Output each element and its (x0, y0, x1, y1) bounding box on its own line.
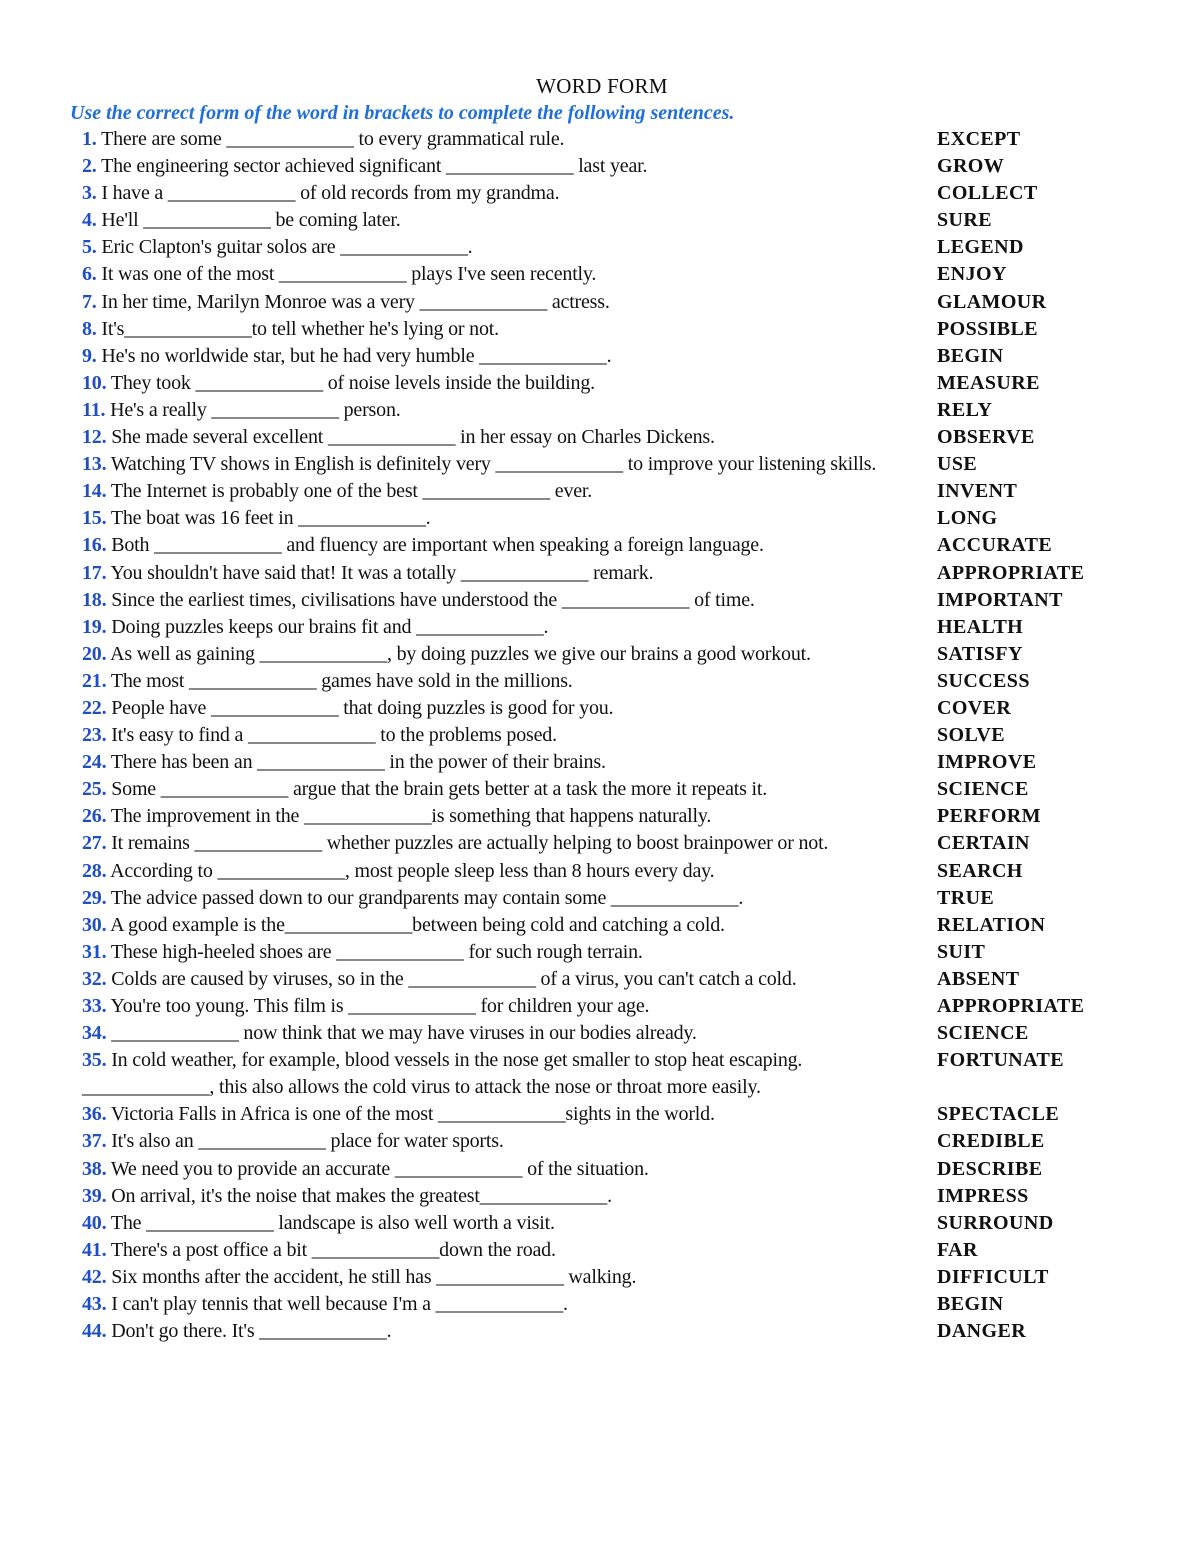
item-number: 27. (82, 832, 107, 855)
item-number: 6. (82, 263, 97, 286)
item-number: 1. (82, 128, 97, 150)
base-word: APPROPRIATE (937, 995, 1085, 1017)
sentence-text: He's a really _____________ person. (110, 398, 401, 421)
exercise-item (82, 316, 1122, 343)
sentence-text: Colds are caused by viruses, so in the _____________ of a virus, you can't catch a cold. (111, 967, 797, 990)
sentence-text: Don't go there. It's _____________. (111, 1320, 392, 1343)
item-number: 41. (82, 1238, 107, 1261)
exercise-sentence (82, 153, 937, 180)
exercise-sentence (82, 1291, 937, 1318)
sentence-text: In cold weather, for example, blood vessels in the nose get smaller to stop heat escaping. _____________, this also allows the cold virus to attack the nose or throat more easily. (82, 1049, 803, 1099)
base-word: APPROPRIATE (937, 561, 1085, 584)
base-word: CREDIBLE (937, 1130, 1045, 1153)
item-number: 7. (82, 290, 97, 313)
exercise-item (82, 749, 1122, 776)
exercise-item (82, 912, 1122, 939)
exercise-item (82, 1156, 1122, 1183)
exercise-item (82, 1101, 1122, 1128)
base-word: TRUE (937, 886, 995, 909)
exercise-item (82, 478, 1122, 505)
base-word: FAR (937, 1238, 978, 1261)
exercise-item (82, 614, 1122, 641)
item-number: 43. (82, 1293, 107, 1316)
item-number: 26. (82, 805, 107, 828)
exercise-item (82, 803, 1122, 830)
base-word: SEARCH (937, 859, 1023, 882)
sentence-text: Both _____________ and fluency are important when speaking a foreign language. (111, 534, 764, 557)
sentence-text: People have _____________ that doing puzzles is good for you. (111, 696, 614, 719)
exercise-sentence (82, 1183, 937, 1210)
exercise-sentence (82, 614, 937, 641)
exercise-item (82, 966, 1122, 993)
exercise-item (82, 858, 1122, 885)
sentence-text: These high-heeled shoes are _____________ for such rough terrain. (110, 940, 643, 963)
exercise-sentence (82, 966, 937, 993)
item-number: 44. (82, 1320, 107, 1343)
base-word: DESCRIBE (937, 1157, 1043, 1180)
exercise-sentence (82, 126, 937, 153)
exercise-sentence (82, 668, 937, 695)
sentence-text: It's also an _____________ place for water sports. (111, 1130, 504, 1153)
base-word: RELY (937, 398, 993, 421)
base-word: SATISFY (937, 642, 1023, 665)
item-number: 10. (82, 371, 107, 394)
item-number: 14. (82, 480, 107, 503)
base-word: IMPRESS (937, 1184, 1029, 1207)
exercise-sentence (82, 803, 937, 830)
exercise-item (82, 1047, 1122, 1101)
exercise-sentence (82, 1210, 937, 1237)
sentence-text: Victoria Falls in Africa is one of the most _____________sights in the world. (110, 1103, 715, 1126)
base-word: POSSIBLE (937, 317, 1039, 340)
base-word: ENJOY (937, 263, 1007, 286)
item-number: 15. (82, 507, 107, 530)
sentence-text: I can't play tennis that well because I'm a _____________. (111, 1293, 568, 1316)
sentence-text: There has been an _____________ in the power of their brains. (110, 751, 606, 774)
exercise-sentence (82, 993, 937, 1020)
exercise-item (82, 1128, 1122, 1155)
exercise-sentence (82, 505, 937, 532)
item-number: 25. (82, 778, 107, 801)
sentence-text: Some _____________ argue that the brain gets better at a task the more it repeats it. (111, 778, 768, 801)
sentence-text: You're too young. This film is _____________ for children your age. (110, 995, 650, 1017)
exercise-sentence (82, 316, 937, 343)
base-word: SURROUND (937, 1211, 1054, 1234)
sentence-text: The advice passed down to our grandparents may contain some _____________. (110, 886, 744, 909)
item-number: 17. (82, 561, 107, 584)
base-word: RELATION (937, 913, 1046, 936)
sentence-text: They took _____________ of noise levels inside the building. (110, 371, 595, 394)
exercise-item (82, 424, 1122, 451)
base-word: ACCURATE (937, 534, 1053, 557)
sentence-text: In her time, Marilyn Monroe was a very _____________ actress. (101, 290, 610, 313)
exercise-item (82, 560, 1122, 587)
item-number: 33. (82, 995, 107, 1017)
base-word: BEGIN (937, 344, 1004, 367)
exercise-sentence (82, 234, 937, 261)
item-number: 38. (82, 1157, 107, 1180)
item-number: 4. (82, 209, 97, 232)
sentence-text: He's no worldwide star, but he had very humble _____________. (101, 344, 612, 367)
item-number: 13. (82, 453, 107, 476)
item-number: 31. (82, 940, 107, 963)
exercise-sentence (82, 1156, 937, 1183)
base-word: LONG (937, 507, 998, 530)
exercise-sentence (82, 695, 937, 722)
base-word: GLAMOUR (937, 290, 1047, 313)
item-number: 36. (82, 1103, 107, 1126)
exercise-item (82, 1183, 1122, 1210)
item-number: 32. (82, 967, 107, 990)
base-word: SUIT (937, 940, 986, 963)
item-number: 22. (82, 696, 107, 719)
exercise-item (82, 587, 1122, 614)
item-number: 12. (82, 426, 107, 449)
sentence-text: It remains _____________ whether puzzles are actually helping to boost brainpower or not. (111, 832, 829, 855)
exercise-sentence (82, 1128, 937, 1155)
exercise-sentence (82, 1264, 937, 1291)
exercise-item (82, 939, 1122, 966)
exercise-sentence (82, 776, 937, 803)
item-number: 37. (82, 1130, 107, 1153)
sentence-text: The _____________ landscape is also well worth a visit. (110, 1211, 555, 1234)
exercise-item (82, 695, 1122, 722)
exercise-item (82, 343, 1122, 370)
sentence-text: A good example is the_____________between being cold and catching a cold. (110, 913, 725, 936)
item-number: 28. (82, 859, 107, 882)
base-word: COLLECT (937, 182, 1038, 205)
sentence-text: As well as gaining _____________, by doing puzzles we give our brains a good workout. (110, 642, 811, 665)
base-word: HEALTH (937, 615, 1024, 638)
exercise-sentence (82, 749, 937, 776)
base-word: DANGER (937, 1320, 1027, 1343)
sentence-text: The engineering sector achieved significant _____________ last year. (101, 155, 648, 178)
base-word: GROW (937, 155, 1005, 178)
sentence-text: It's easy to find a _____________ to the problems posed. (111, 724, 557, 747)
exercise-sentence (82, 641, 937, 668)
exercise-item (82, 397, 1122, 424)
exercise-sentence (82, 451, 937, 478)
item-number: 2. (82, 155, 97, 178)
exercise-item (82, 261, 1122, 288)
item-number: 29. (82, 886, 107, 909)
sentence-text: The boat was 16 feet in _____________. (110, 507, 431, 530)
exercise-sentence (82, 532, 937, 559)
item-number: 34. (82, 1022, 107, 1045)
exercise-item (82, 1264, 1122, 1291)
base-word: COVER (937, 696, 1012, 719)
base-word: USE (937, 453, 978, 476)
exercise-item (82, 885, 1122, 912)
exercise-item (82, 641, 1122, 668)
sentence-text: It's_____________to tell whether he's lying or not. (101, 317, 499, 340)
exercise-sentence (82, 370, 937, 397)
sentence-text: The most _____________ games have sold in the millions. (110, 669, 573, 692)
exercise-item (82, 668, 1122, 695)
item-number: 5. (82, 236, 97, 259)
base-word: IMPORTANT (937, 588, 1063, 611)
base-word: EXCEPT (937, 128, 1021, 150)
item-number: 8. (82, 317, 97, 340)
base-word: OBSERVE (937, 426, 1035, 449)
base-word: SCIENCE (937, 1022, 1029, 1045)
exercise-item (82, 722, 1122, 749)
exercise-item (82, 207, 1122, 234)
exercise-item (82, 1318, 1122, 1345)
exercise-item (82, 370, 1122, 397)
sentence-text: We need you to provide an accurate _____________ of the situation. (110, 1157, 649, 1180)
item-number: 30. (82, 913, 107, 936)
item-number: 19. (82, 615, 107, 638)
base-word: PERFORM (937, 805, 1041, 828)
sentence-text: She made several excellent _____________ in her essay on Charles Dickens. (111, 426, 715, 449)
exercise-sentence (82, 1047, 937, 1101)
exercise-sentence (82, 858, 937, 885)
item-number: 16. (82, 534, 107, 557)
exercise-sentence (82, 722, 937, 749)
base-word: SUCCESS (937, 669, 1030, 692)
item-number: 40. (82, 1211, 107, 1234)
item-number: 9. (82, 344, 97, 367)
exercise-sentence (82, 1101, 937, 1128)
exercise-item (82, 234, 1122, 261)
sentence-text: The Internet is probably one of the best _____________ ever. (110, 480, 593, 503)
exercise-sentence (82, 180, 937, 207)
sentence-text: The improvement in the _____________is something that happens naturally. (110, 805, 712, 828)
sentence-text: Doing puzzles keeps our brains fit and _____________. (111, 615, 549, 638)
exercise-list (82, 126, 1122, 1345)
exercise-item (82, 1020, 1122, 1047)
exercise-sentence (82, 424, 937, 451)
exercise-item (82, 830, 1122, 857)
sentence-text: On arrival, it's the noise that makes the greatest_____________. (111, 1184, 612, 1207)
item-number: 23. (82, 724, 107, 747)
sentence-text: He'll _____________ be coming later. (101, 209, 401, 232)
exercise-item (82, 505, 1122, 532)
exercise-sentence (82, 478, 937, 505)
item-number: 39. (82, 1184, 107, 1207)
exercise-item (82, 993, 1122, 1020)
base-word: FORTUNATE (937, 1049, 1064, 1072)
base-word: CERTAIN (937, 832, 1030, 855)
exercise-sentence (82, 1237, 937, 1264)
exercise-item (82, 1291, 1122, 1318)
base-word: MEASURE (937, 371, 1040, 394)
sentence-text: According to _____________, most people sleep less than 8 hours every day. (110, 859, 715, 882)
base-word: IMPROVE (937, 751, 1037, 774)
sentence-text: There are some _____________ to every grammatical rule. (101, 128, 565, 150)
exercise-sentence (82, 397, 937, 424)
base-word: DIFFICULT (937, 1265, 1049, 1288)
item-number: 42. (82, 1265, 107, 1288)
item-number: 35. (82, 1049, 107, 1072)
exercise-sentence (82, 830, 937, 857)
item-number: 11. (82, 398, 106, 421)
base-word: SOLVE (937, 724, 1005, 747)
exercise-sentence (82, 289, 937, 316)
exercise-sentence (82, 1020, 937, 1047)
item-number: 18. (82, 588, 107, 611)
sentence-text: _____________ now think that we may have viruses in our bodies already. (111, 1022, 697, 1045)
exercise-item (82, 153, 1122, 180)
exercise-sentence (82, 939, 937, 966)
item-number: 20. (82, 642, 107, 665)
item-number: 24. (82, 751, 107, 774)
sentence-text: Watching TV shows in English is definitely very _____________ to improve your listening skills. (110, 453, 877, 476)
exercise-item (82, 776, 1122, 803)
exercise-sentence (82, 560, 937, 587)
exercise-item (82, 1210, 1122, 1237)
instruction-text: Use the correct form of the word in brackets to complete the following sentences. (70, 102, 735, 124)
base-word: BEGIN (937, 1293, 1004, 1316)
base-word: ABSENT (937, 967, 1020, 990)
base-word: INVENT (937, 480, 1018, 503)
base-word: SPECTACLE (937, 1103, 1060, 1126)
exercise-sentence (82, 587, 937, 614)
exercise-item (82, 532, 1122, 559)
sentence-text: Eric Clapton's guitar solos are _____________. (101, 236, 473, 259)
exercise-item (82, 126, 1122, 153)
item-number: 21. (82, 669, 107, 692)
sentence-text: It was one of the most _____________ plays I've seen recently. (101, 263, 597, 286)
sentence-text: I have a _____________ of old records from my grandma. (101, 182, 560, 205)
exercise-sentence (82, 912, 937, 939)
worksheet (70, 72, 1122, 1345)
exercise-item (82, 289, 1122, 316)
sentence-text: Since the earliest times, civilisations have understood the _____________ of time. (111, 588, 755, 611)
page-title: WORD FORM (536, 74, 668, 98)
exercise-item (82, 451, 1122, 478)
exercise-sentence (82, 885, 937, 912)
sentence-text: There's a post office a bit _____________down the road. (110, 1238, 556, 1261)
exercise-item (82, 180, 1122, 207)
exercise-sentence (82, 207, 937, 234)
exercise-sentence (82, 343, 937, 370)
exercise-sentence (82, 1318, 937, 1345)
item-number: 3. (82, 182, 97, 205)
sentence-text: Six months after the accident, he still has _____________ walking. (111, 1265, 637, 1288)
sentence-text: You shouldn't have said that! It was a totally _____________ remark. (110, 561, 654, 584)
base-word: SCIENCE (937, 778, 1029, 801)
base-word: LEGEND (937, 236, 1024, 259)
base-word: SURE (937, 209, 992, 232)
exercise-sentence (82, 261, 937, 288)
exercise-item (82, 1237, 1122, 1264)
